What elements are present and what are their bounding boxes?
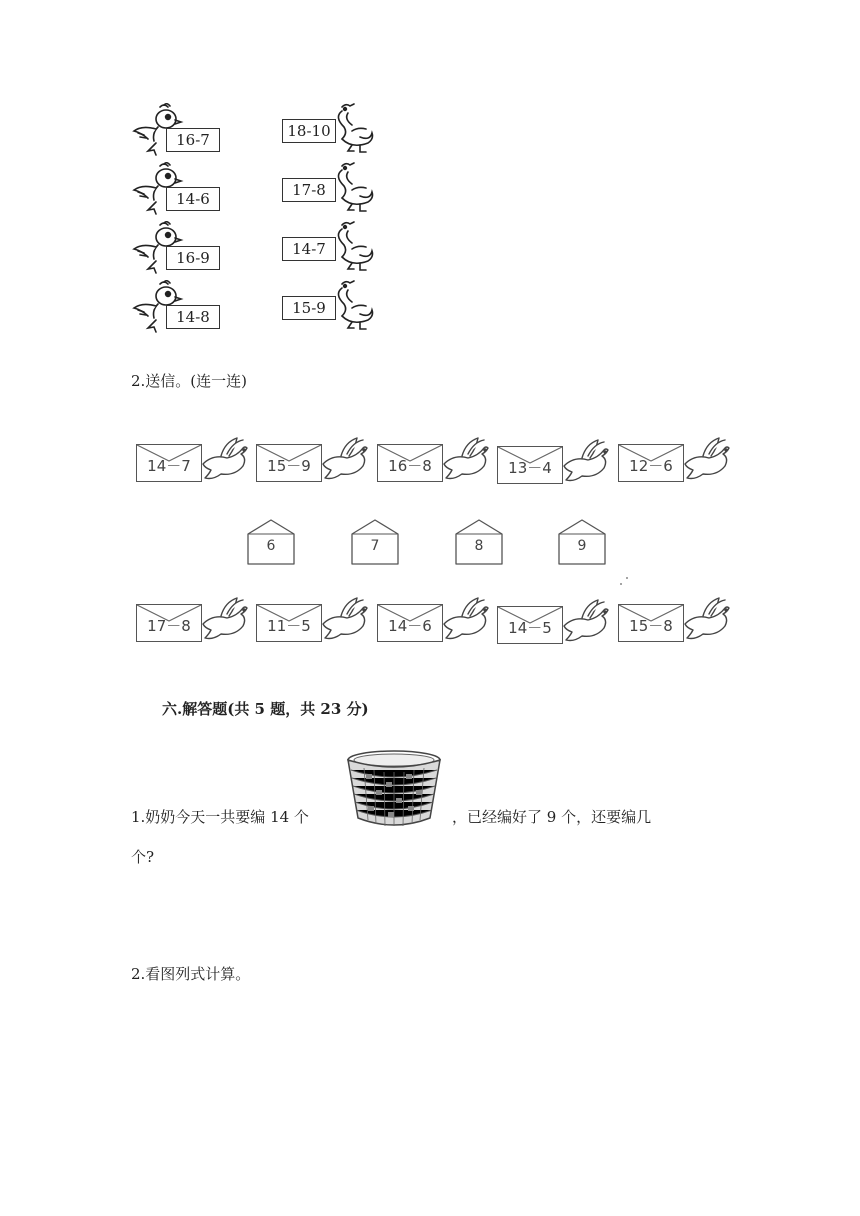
dove-icon — [440, 436, 494, 484]
goose-card — [282, 219, 392, 275]
top-envelope[interactable] — [618, 436, 733, 491]
envelope-icon — [256, 444, 322, 482]
goose-icon — [334, 160, 390, 216]
bird-card — [130, 162, 225, 218]
envelope-expression: 15－9 — [267, 457, 311, 475]
bird-card — [130, 280, 225, 336]
top-envelope[interactable] — [497, 438, 612, 493]
bird-expression[interactable]: 16-9 — [166, 246, 220, 270]
goose-card — [282, 160, 392, 216]
bottom-envelope[interactable] — [256, 596, 371, 651]
goose-icon — [334, 219, 390, 275]
envelope-expression: 14－7 — [147, 457, 191, 475]
envelope-expression: 17－8 — [147, 617, 191, 635]
house-number: 9 — [577, 538, 587, 554]
goose-expression[interactable]: 14-7 — [282, 237, 336, 261]
house[interactable] — [351, 518, 401, 566]
problem-2-text: 2.看图列式计算。 — [131, 965, 251, 983]
envelope-expression: 14－6 — [388, 617, 432, 635]
dove-icon — [440, 596, 494, 644]
problem-1-text-end: ，已经编好了 9 个，还要编几 — [452, 808, 652, 826]
goose-icon — [334, 101, 390, 157]
bottom-envelope[interactable] — [618, 596, 733, 651]
house-number: 6 — [266, 538, 276, 554]
house-number: 7 — [370, 538, 380, 554]
goose-card — [282, 278, 392, 334]
bird-expression[interactable]: 16-7 — [166, 128, 220, 152]
section-6-title: 六.解答题(共 5 题，共 23 分) — [162, 700, 369, 718]
dove-icon — [560, 438, 614, 486]
envelope-icon — [256, 604, 322, 642]
house[interactable] — [558, 518, 608, 566]
dove-icon — [319, 596, 373, 644]
bottom-envelope[interactable] — [377, 596, 492, 651]
envelope-icon — [377, 604, 443, 642]
basket-image — [344, 748, 444, 830]
bird-card — [130, 221, 225, 277]
dove-icon — [560, 598, 614, 646]
question-2-title: 2.送信。(连一连) — [131, 372, 248, 390]
envelope-expression: 11－5 — [267, 617, 311, 635]
bottom-envelope[interactable] — [136, 596, 251, 651]
house[interactable] — [247, 518, 297, 566]
dove-icon — [681, 436, 735, 484]
goose-card — [282, 101, 392, 157]
goose-expression[interactable]: 17-8 — [282, 178, 336, 202]
goose-icon — [334, 278, 390, 334]
top-envelope[interactable] — [136, 436, 251, 491]
envelope-icon — [377, 444, 443, 482]
envelope-expression: 15－8 — [629, 617, 673, 635]
envelope-icon — [497, 446, 563, 484]
dove-icon — [319, 436, 373, 484]
stray-dots — [615, 574, 635, 590]
dove-icon — [199, 596, 253, 644]
goose-expression[interactable]: 15-9 — [282, 296, 336, 320]
bird-expression[interactable]: 14-6 — [166, 187, 220, 211]
top-envelope[interactable] — [256, 436, 371, 491]
dove-icon — [199, 436, 253, 484]
goose-expression[interactable]: 18-10 — [282, 119, 336, 143]
top-envelope[interactable] — [377, 436, 492, 491]
envelope-expression: 12－6 — [629, 457, 673, 475]
envelope-expression: 13－4 — [508, 459, 552, 477]
envelope-icon — [618, 604, 684, 642]
bird-card — [130, 103, 225, 159]
envelope-expression: 16－8 — [388, 457, 432, 475]
dove-icon — [681, 596, 735, 644]
envelope-icon — [136, 444, 202, 482]
bottom-envelope[interactable] — [497, 598, 612, 653]
envelope-icon — [618, 444, 684, 482]
house[interactable] — [455, 518, 505, 566]
envelope-icon — [136, 604, 202, 642]
bird-expression[interactable]: 14-8 — [166, 305, 220, 329]
house-number: 8 — [474, 538, 484, 554]
problem-1-text-start: 1.奶奶今天一共要编 14 个 — [131, 808, 309, 826]
problem-1-text-line2: 个? — [131, 848, 155, 866]
envelope-expression: 14－5 — [508, 619, 552, 637]
envelope-icon — [497, 606, 563, 644]
